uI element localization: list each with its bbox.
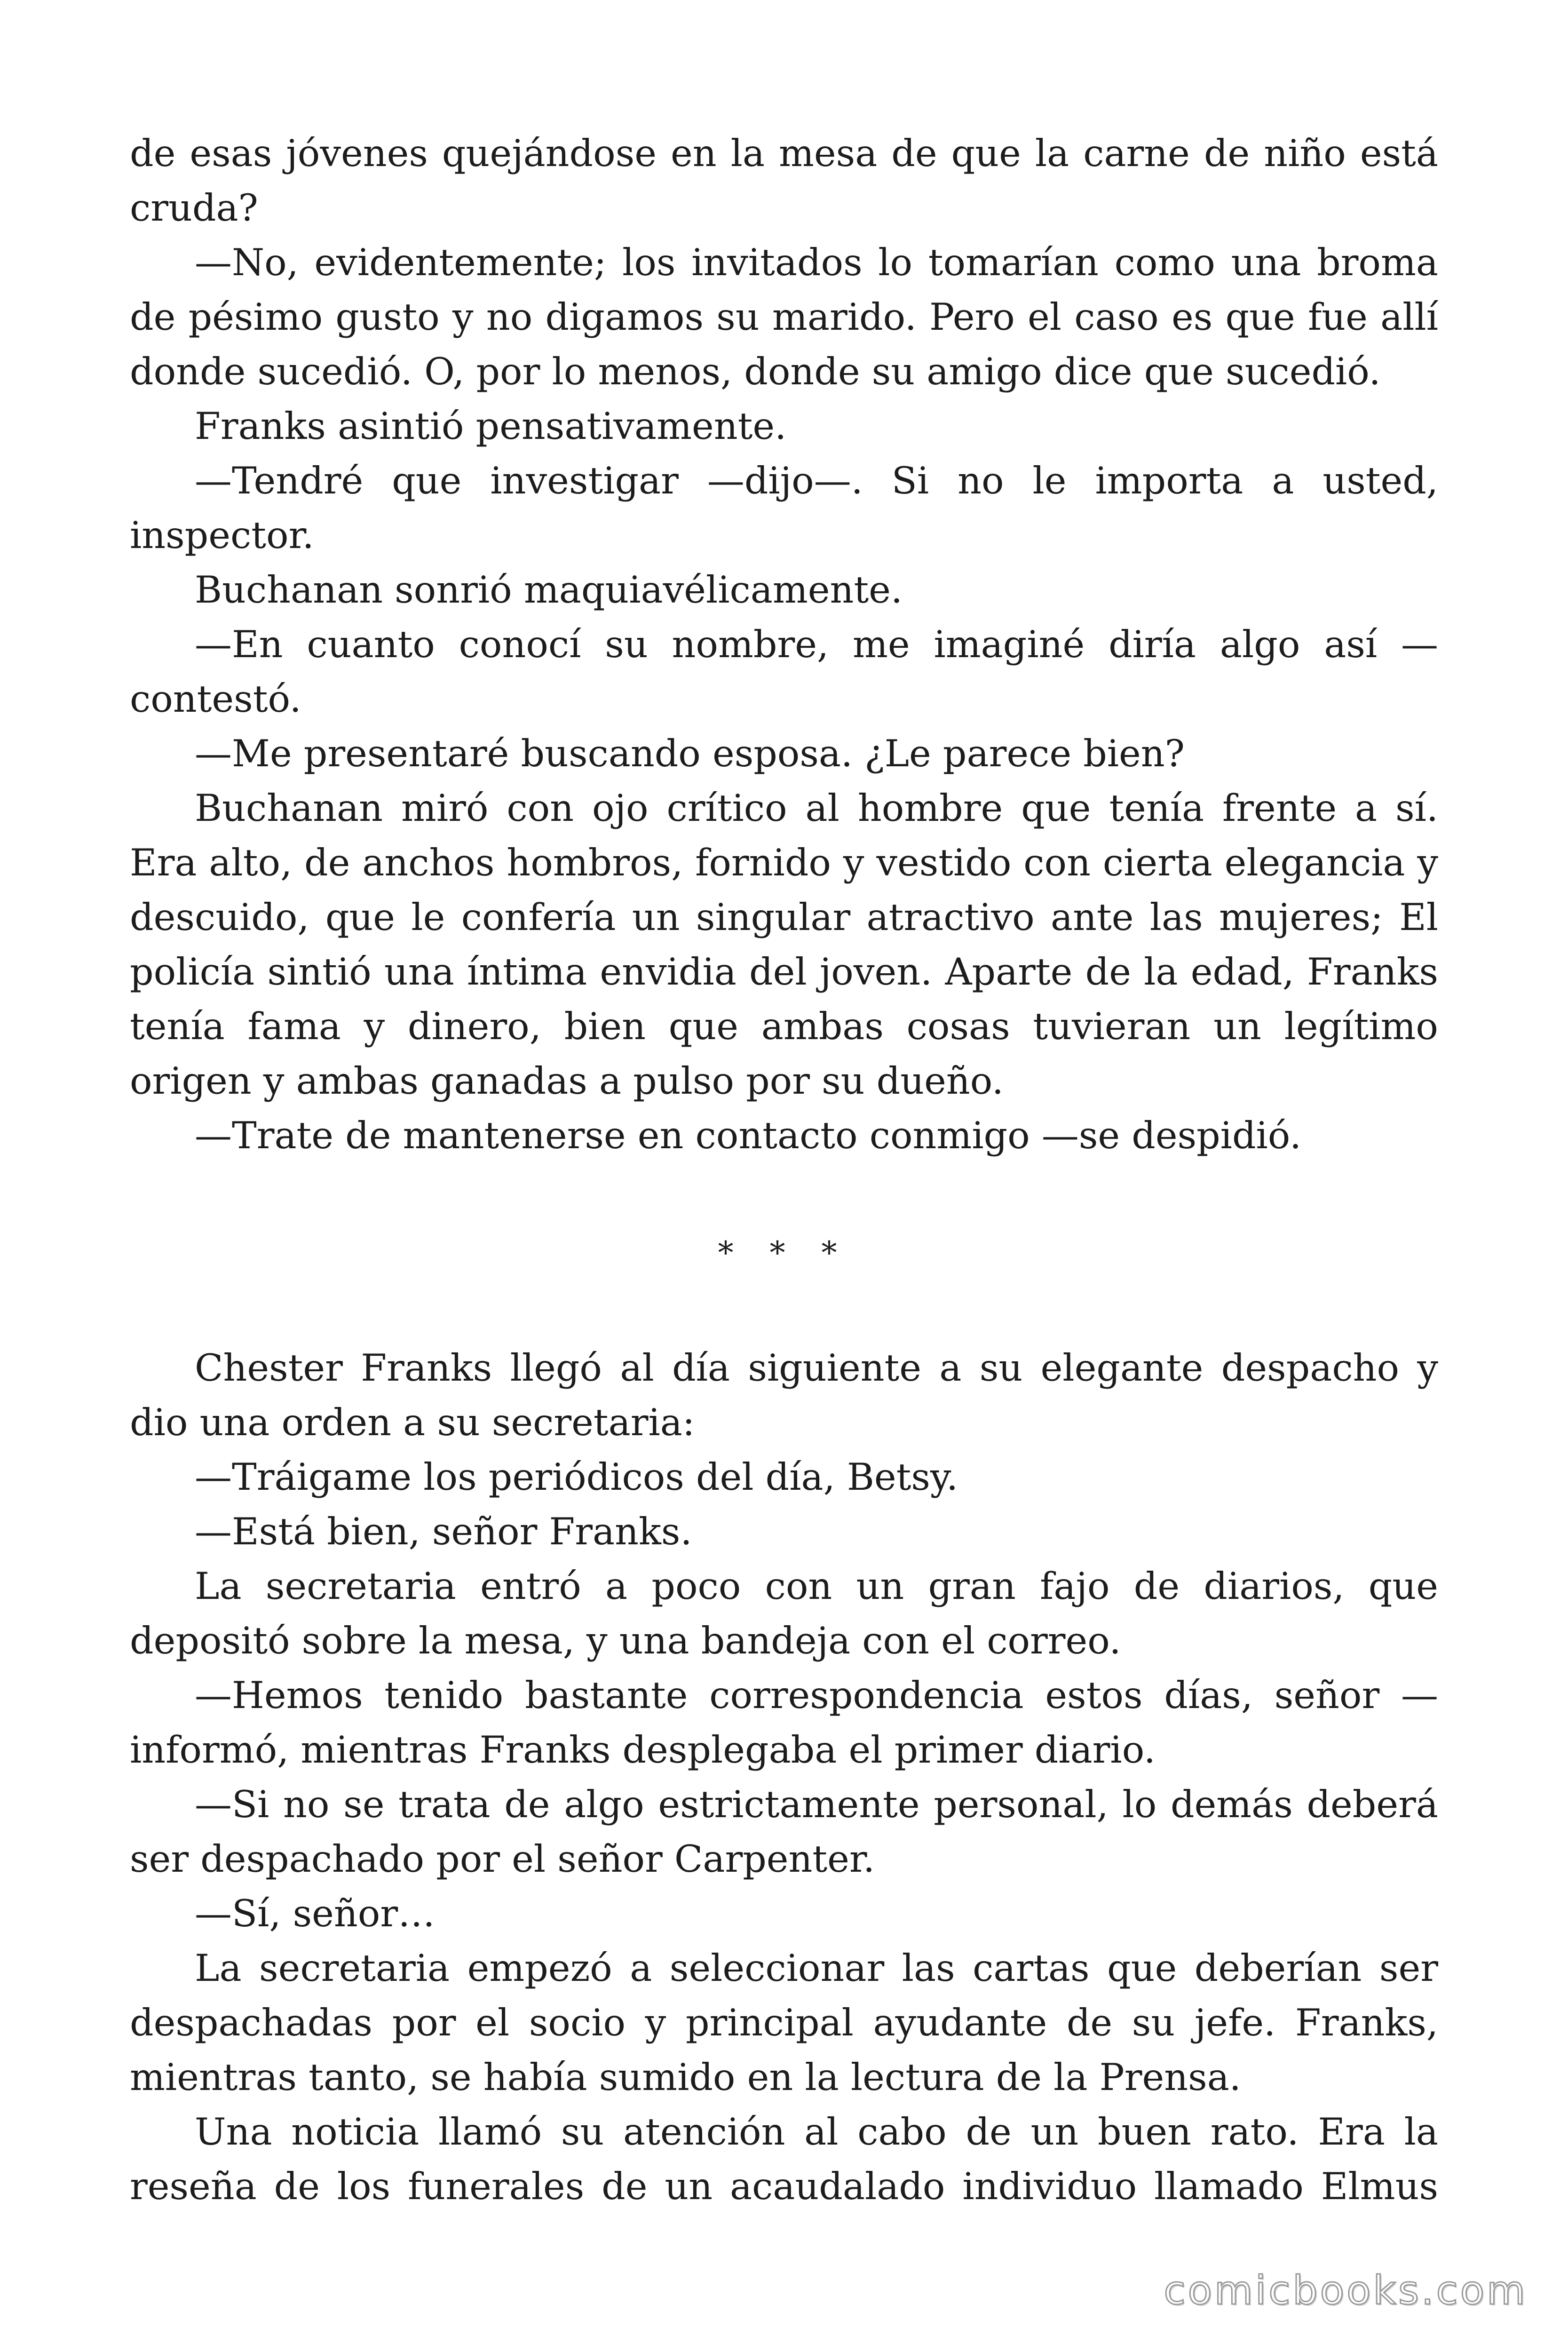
paragraph: —Está bien, señor Franks. [195,1510,692,1553]
paragraph: Una noticia llamó su atención al cabo de un buen rato. Era la reseña de los funerales de un acaudalado individuo llamado Elmus [130,2110,1438,2208]
paragraph: —En cuanto conocí su nombre, me imaginé diría algo así —contestó. [130,623,1438,721]
paragraph: —Tendré que investigar —dijo—. Si no le importa a usted, inspector. [130,459,1438,557]
paragraph: —Hemos tenido bastante correspondencia estos días, señor —informó, mientras Franks desplegaba el primer diario. [130,1674,1438,1772]
paragraph: La secretaria empezó a seleccionar las cartas que deberían ser despachadas por el socio y principal ayudante de su jefe. Franks, mientras tanto, se había sumido en la lectura de la Prensa. [130,1947,1438,2099]
text-block-bottom [130,1341,1438,2214]
paragraph: —Trate de mantenerse en contacto conmigo —se despidió. [195,1114,1302,1157]
paragraph: —Me presentaré buscando esposa. ¿Le parece bien? [195,732,1185,775]
paragraph: de esas jóvenes quejándose en la mesa de que la carne de niño está cruda? [130,132,1438,230]
paragraph: Chester Franks llegó al día siguiente a su elegante despacho y dio una orden a su secretaria: [130,1346,1438,1444]
paragraph: La secretaria entró a poco con un gran fajo de diarios, que depositó sobre la mesa, y una bandeja con el correo. [130,1565,1438,1662]
section-separator: * * * [718,1235,850,1271]
watermark: comicbooks.com [1164,2267,1528,2313]
paragraph: Franks asintió pensativamente. [195,405,787,448]
paragraph: Buchanan sonrió maquiavélicamente. [195,568,903,612]
paragraph: —Si no se trata de algo estrictamente personal, lo demás deberá ser despachado por el señor Carpenter. [130,1783,1438,1881]
paragraph: Buchanan miró con ojo crítico al hombre que tenía frente a sí. Era alto, de anchos hombros, fornido y vestido con cierta elegancia y descuido, que le confería un singular atractivo ante las mujeres; El policía sintió una íntima envidia del joven. Aparte de la edad, Franks tenía fama y dinero, bien que ambas cosas tuvieran un legítimo origen y ambas ganadas a pulso por su dueño. [130,787,1438,1103]
paragraph: —No, evidentemente; los invitados lo tomarían como una broma de pésimo gusto y no digamos su marido. Pero el caso es que fue allí donde sucedió. O, por lo menos, donde su amigo dice que sucedió. [130,241,1438,393]
text-block-top [130,126,1438,1163]
paragraph: —Sí, señor… [195,1892,436,1935]
paragraph: —Tráigame los periódicos del día, Betsy. [195,1455,958,1499]
